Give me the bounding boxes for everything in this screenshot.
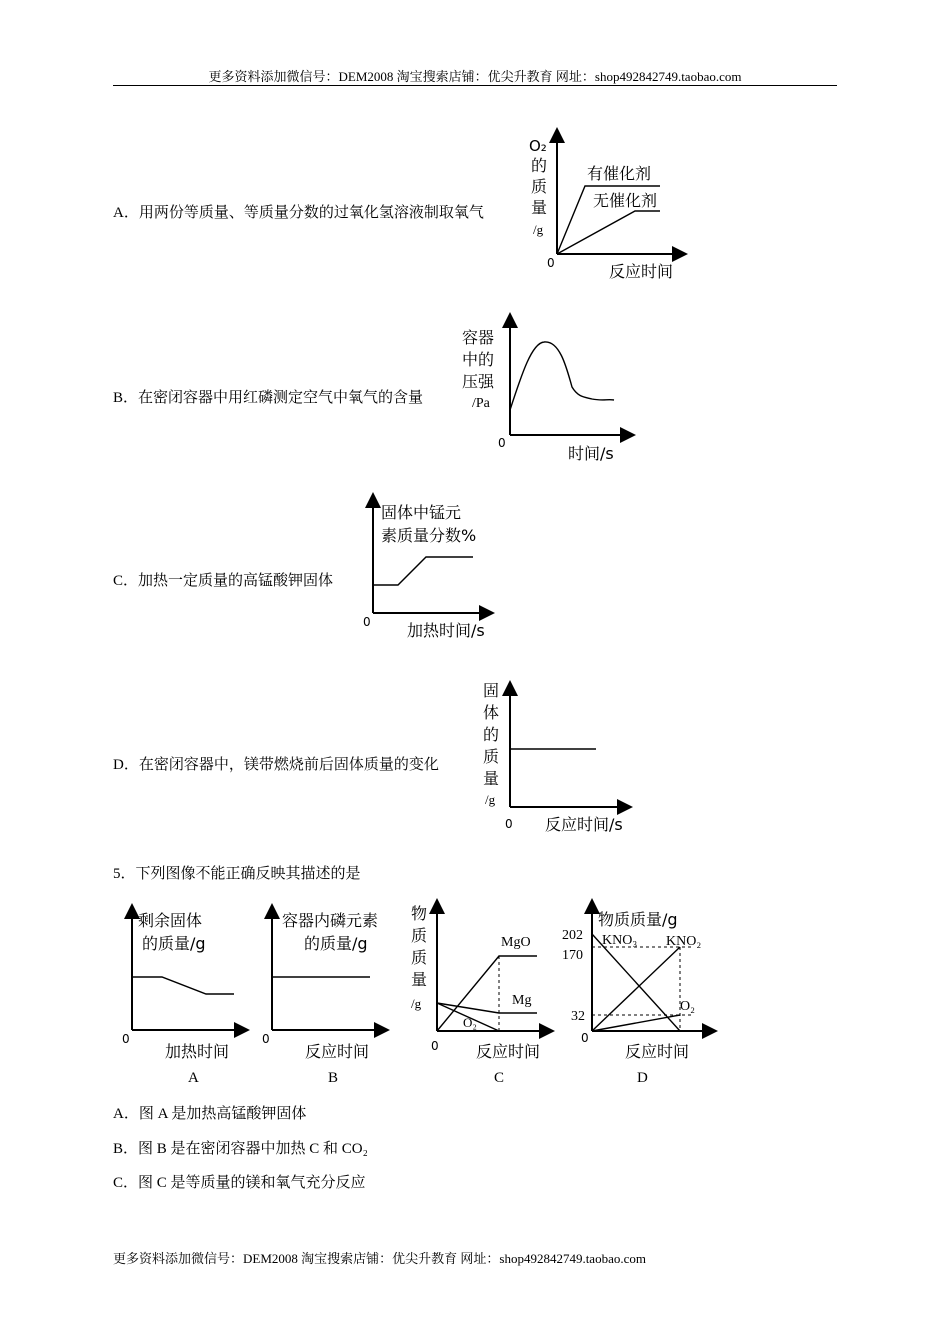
- graph-c-origin: 0: [363, 615, 371, 629]
- q5-b-ylabel-0: 容器内磷元素: [282, 911, 379, 930]
- q5-b-caption: B: [328, 1070, 339, 1086]
- q5-d-tick-202: 202: [562, 928, 583, 943]
- graph-a-origin: 0: [547, 256, 555, 270]
- graph-d: [478, 680, 638, 840]
- q5-d-origin: 0: [581, 1031, 589, 1045]
- graph-a-ylabel-3: 量: [531, 198, 548, 217]
- graph-b-origin: 0: [498, 436, 506, 450]
- q5-d-tick-170: 170: [562, 948, 583, 963]
- q5-c-origin: 0: [431, 1039, 439, 1053]
- graph-b-pressure-curve: [510, 342, 614, 410]
- graph-c-xlabel: 加热时间/s: [407, 621, 485, 640]
- q5-c-label-mgo: MgO: [501, 935, 531, 950]
- q5-a-origin: 0: [122, 1032, 130, 1046]
- q5-d-tick-32: 32: [571, 1009, 585, 1024]
- graph-c-line: [373, 557, 473, 585]
- q5-d-xlabel: 反应时间: [625, 1042, 690, 1061]
- graph-b-ylabel-2: 压强: [462, 372, 495, 391]
- graph-c: [355, 495, 515, 645]
- q5-b-xlabel: 反应时间: [305, 1042, 370, 1061]
- graph-b: [460, 315, 640, 465]
- graph-c-ylabel-1: 素质量分数%: [381, 526, 477, 545]
- question-5-stem: 5．下列图像不能正确反映其描述的是: [113, 866, 361, 882]
- graph-a-ylabel-0: O₂: [529, 137, 547, 155]
- graph-c-ylabel-0: 固体中锰元: [381, 503, 462, 522]
- q5-c-ylabel-0: 物: [411, 904, 428, 923]
- graph-d-ylabel-1: 体: [483, 703, 500, 722]
- q5-figure-b: [258, 905, 398, 1090]
- q5-a-caption: A: [188, 1070, 199, 1086]
- q5-d-o2-line: [592, 1015, 680, 1031]
- option-a-text: A．用两份等质量、等质量分数的过氧化氢溶液制取氧气: [113, 205, 484, 221]
- graph-d-xlabel: 反应时间/s: [545, 815, 623, 834]
- q5-d-label-kno3: KNO₃: [602, 933, 638, 948]
- q5-figure-a: [118, 905, 248, 1090]
- graph-a-ylabel-1: 的: [531, 156, 548, 175]
- graph-a: [525, 130, 695, 285]
- q5-c-caption: C: [494, 1070, 505, 1086]
- q5-c-label-mg: Mg: [512, 993, 532, 1008]
- q5-d-ylabel: 物质质量/g: [598, 910, 678, 929]
- q5-c-ylabel-1: 质: [411, 926, 428, 945]
- page-footer: 更多资料添加微信号：DEM2008 淘宝搜索店铺：优尖升教育 网址：shop492842749.taobao.com: [113, 1251, 646, 1266]
- q5-d-caption: D: [637, 1070, 648, 1086]
- graph-b-ylabel-0: 容器: [462, 328, 495, 347]
- graph-d-ylabel-3: 质: [483, 747, 500, 766]
- graph-d-ylabel-5: /g: [485, 792, 496, 807]
- graph-d-origin: 0: [505, 817, 513, 831]
- graph-a-ylabel-2: 质: [531, 177, 548, 196]
- q5-b-ylabel-1: 的质量/g: [304, 934, 368, 953]
- q5-a-ylabel-0: 剩余固体: [138, 911, 203, 930]
- graph-b-ylabel-1: 中的: [462, 350, 495, 369]
- graph-d-ylabel-2: 的: [483, 725, 500, 744]
- q5-a-ylabel-1: 的质量/g: [142, 934, 206, 953]
- q5-figure-d: [560, 900, 720, 1090]
- q5-c-label-o2: O₂: [463, 1015, 477, 1030]
- q5-option-b: B．图 B 是在密闭容器中加热 C 和 CO₂: [113, 1141, 368, 1157]
- q5-a-xlabel: 加热时间: [165, 1042, 230, 1061]
- option-c-text: C．加热一定质量的高锰酸钾固体: [113, 573, 334, 589]
- option-b-text: B．在密闭容器中用红磷测定空气中氧气的含量: [113, 390, 424, 406]
- q5-d-label-kno2: KNO₂: [666, 934, 702, 949]
- graph-a-label-no-catalyst: 无催化剂: [593, 191, 658, 210]
- graph-d-ylabel-4: 量: [483, 769, 500, 788]
- q5-option-a: A．图 A 是加热高锰酸钾固体: [113, 1106, 307, 1122]
- graph-a-ylabel-4: /g: [533, 222, 544, 237]
- q5-c-xlabel: 反应时间: [476, 1042, 541, 1061]
- q5-figure-c: [405, 900, 555, 1090]
- graph-b-ylabel-3: /Pa: [472, 396, 490, 411]
- q5-a-line: [132, 977, 234, 994]
- option-d-text: D．在密闭容器中，镁带燃烧前后固体质量的变化: [113, 757, 439, 773]
- graph-b-xlabel: 时间/s: [568, 444, 614, 463]
- graph-a-label-catalyst: 有催化剂: [587, 164, 652, 183]
- header-rule: [113, 85, 837, 86]
- q5-b-origin: 0: [262, 1032, 270, 1046]
- graph-a-xlabel: 反应时间: [609, 262, 674, 281]
- q5-d-label-o2: O₂: [680, 999, 695, 1014]
- graph-d-ylabel-0: 固: [483, 681, 500, 700]
- q5-c-ylabel-2: 质: [411, 948, 428, 967]
- q5-d-kno2-line: [592, 947, 680, 1031]
- q5-option-c: C．图 C 是等质量的镁和氧气充分反应: [113, 1175, 366, 1191]
- q5-c-ylabel-3: 量: [411, 970, 428, 989]
- page-header: 更多资料添加微信号：DEM2008 淘宝搜索店铺：优尖升教育 网址：shop492842749.taobao.com: [208, 69, 742, 84]
- q5-c-ylabel-4: /g: [411, 996, 422, 1011]
